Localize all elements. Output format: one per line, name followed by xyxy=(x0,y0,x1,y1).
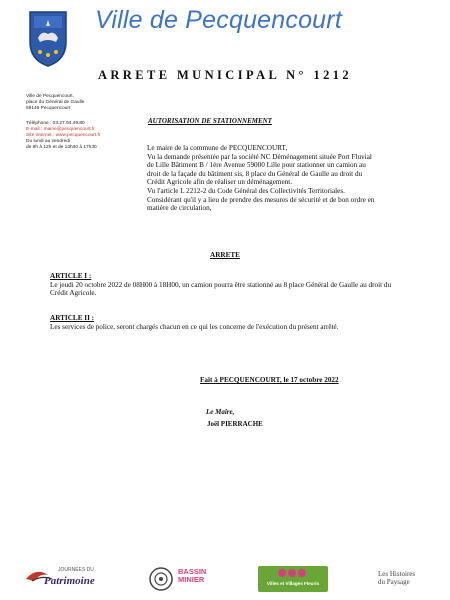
bassin-label xyxy=(178,568,206,584)
flower-icon xyxy=(298,569,306,577)
flower-icon xyxy=(288,569,296,577)
sidebar-hours-detail: de 8h à 12h et de 13h30 à 17h30 xyxy=(26,145,97,151)
patrimoine-logo xyxy=(22,565,112,589)
bassin-line-1: BASSIN xyxy=(178,567,207,576)
article-2-heading: ARTICLE II : xyxy=(50,314,95,322)
villes-fleuris-label: Villes et Villages Fleuris xyxy=(266,581,320,586)
sidebar-address-line: Ville de Pecquencourt, xyxy=(26,94,74,99)
preamble-line: Vu l'article L 2212-2 du Code Général des Collectivités Territoriales. xyxy=(147,186,345,195)
preamble-line: Vu la demande présentée par la société NC Déménagement située Port Fluvial de Lille Bâtiment B / 1ère Avenue 59000 Lille pour stationner un camion au droit de la façade du bâtiment sis, 8 place du Général de Gaulle au droit du Crédit Agricole afin de réaliser un déménagement. xyxy=(147,152,372,187)
signed-at: Fait à PECQUENCOURT, le 17 octobre 2022 xyxy=(200,376,339,384)
flower-icon xyxy=(278,569,286,577)
sidebar-address-line: place du Général de Gaulle xyxy=(26,100,85,106)
mayor-name: Joël PIERRACHE xyxy=(207,420,263,428)
bassin-line-2: MINIER xyxy=(178,575,205,584)
villes-fleuris-logo xyxy=(258,566,328,592)
sidebar-email[interactable]: E-mail : mairie@pecquencourt.fr xyxy=(26,126,95,132)
preamble-line: Considérant qu'il y a lieu de prendre des mesures de sécurité et de bon ordre en matière de circulation, xyxy=(147,195,375,213)
sidebar-website[interactable]: Site internet : www.pecquencourt.fr xyxy=(26,133,101,139)
mayor-role: Le Maire, xyxy=(206,408,235,416)
document-subject: AUTORISATION DE STATIONNEMENT xyxy=(148,117,272,125)
article-1 xyxy=(50,272,398,298)
sidebar-phone: Téléphone : 03.27.94.49.80 xyxy=(26,120,85,126)
histoires-label xyxy=(378,570,415,586)
document-preamble xyxy=(147,144,375,213)
sidebar-contact xyxy=(26,94,136,152)
patrimoine-top-label: JOURNÉES DU xyxy=(58,567,94,573)
decree-title: ARRETE MUNICIPAL N° 1212 xyxy=(97,68,353,82)
city-title: Ville de Pecquencourt xyxy=(95,6,342,34)
article-1-heading: ARTICLE I : xyxy=(50,272,92,280)
sidebar-hours: Du lundi au vendredi xyxy=(26,139,71,145)
sidebar-address-line: 59146 Pecquencourt xyxy=(26,106,71,112)
bassin-minier-logo xyxy=(148,566,220,592)
bassin-minier-emblem-icon xyxy=(148,566,174,592)
histoires-line-2: du Paysage xyxy=(378,578,410,586)
city-crest-icon xyxy=(26,8,70,68)
patrimoine-label: Patrimoine xyxy=(44,575,95,587)
article-2-text: Les services de police, seront chargés chacun en ce qui les concerne de l'exécution du présent arrêté. xyxy=(50,322,339,331)
histoires-paysage-logo xyxy=(378,564,430,594)
decree-heading: ARRETE xyxy=(210,251,240,259)
sidebar-address xyxy=(26,94,136,113)
article-1-text: Le jeudi 20 octobre 2022 de 08H00 à 18H00, un camion pourra être stationné au 8 place Général de Gaulle au droit du Crédit Agricole. xyxy=(50,280,392,298)
histoires-line-1: Les Histoires xyxy=(378,570,416,578)
preamble-line: Le maire de la commune de PECQUENCOURT, xyxy=(147,144,288,152)
article-2 xyxy=(50,314,398,331)
